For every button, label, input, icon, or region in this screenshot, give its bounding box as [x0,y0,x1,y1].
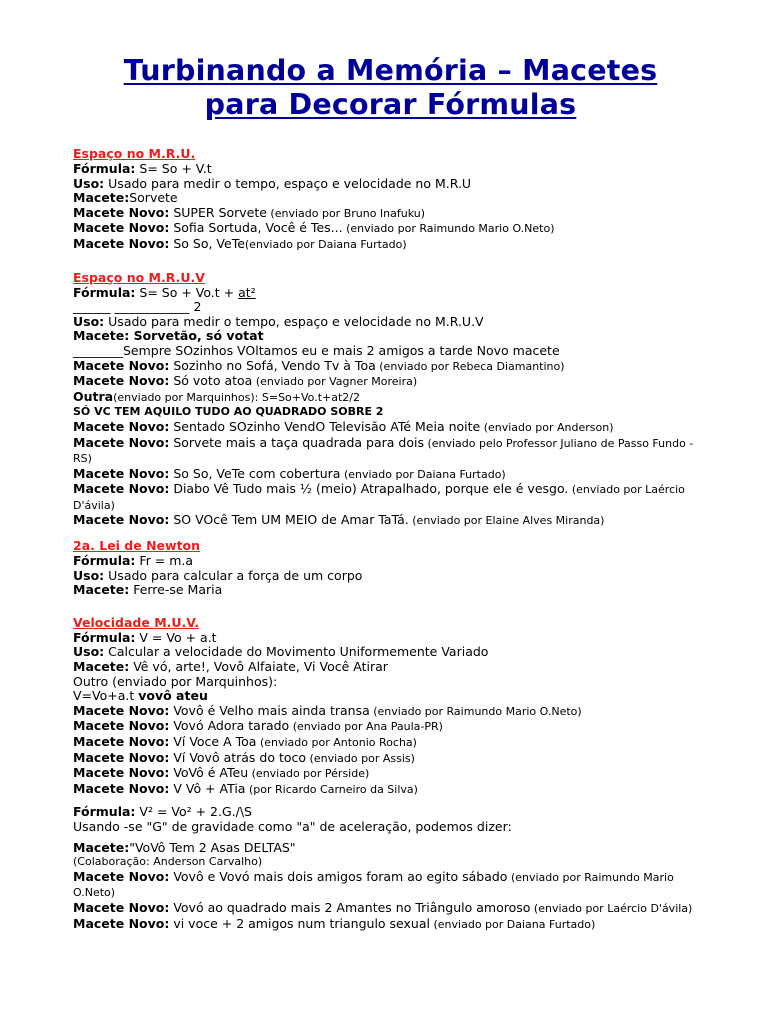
macete-novo-line: Macete Novo: Diabo Vê Tudo mais ½ (meio) Atrapalhado, porque ele é vesgo. (enviado por Laércio D'ávila) [73,481,685,512]
macete-novo-line: Macete Novo: VoVô é ATeu (enviado por Pérside) [73,765,370,781]
macete-novo-line: Macete Novo: So So, VeTe(enviado por Daiana Furtado) [73,235,407,251]
section-newton [73,538,708,598]
macete-novo-line: Macete Novo: Ví Voce A Toa (enviado por Antonio Rocha) [73,734,417,749]
macete-novo-line: Macete Novo: SO VOcê Tem UM MEIO de Amar TaTá. (enviado por Elaine Alves Miranda) [73,512,605,528]
macete-novo-line: Macete Novo: Sentado SOzinho VendO Televisão ATé Meia noite (enviado por Anderson) [73,418,614,434]
macete-novo-line: Macete Novo: Sofia Sortuda, Você é Tes... (enviado por Raimundo Mario O.Neto) [73,220,555,236]
section-torricelli [73,805,708,932]
intro-line: Usando -se "G" de gravidade como "a" de aceleração, podemos dizer: [73,818,512,834]
section-heading: Espaço no M.R.U. [73,146,196,161]
macete-novo-line: Macete Novo: Sorvete mais a taça quadrada para dois (enviado pelo Professor Juliano de Passo Fundo - RS) [73,434,694,466]
macete-novo-line: Macete Novo: vi voce + 2 amigos num triangulo sexual (enviado por Daiana Furtado) [73,915,596,931]
macete-line-2: ________Sempre SOzinhos VOltamos eu e mais 2 amigos a tarde Novo macete [73,342,560,358]
section-mruv [73,270,708,530]
formula-line: Fórmula: S= So + V.t [73,161,212,176]
section-mru [73,146,708,253]
macete-line: Macete: Sorvetão, só votat [73,328,264,344]
macete-novo-line: Macete Novo: Vovô e Vovó mais dois amigos foram ao egito sábado (enviado por Raimundo Mario O.Neto) [73,868,674,900]
macete-novo-line: Macete Novo: Sozinho no Sofá, Vendo Tv à Toa (enviado por Rebeca Diamantino) [73,357,565,373]
macete-novo-line: Macete Novo: Vovó ao quadrado mais 2 Amantes no Triângulo amoroso (enviado por Laércio D'ávila) [73,899,693,915]
macete-line: Macete:Sorvete [73,190,178,206]
caps-line: SÓ VC TEM AQUILO TUDO AO QUADRADO SOBRE 2 [73,405,384,419]
outro-formula-line: V=Vo+a.t vovô ateu [73,688,208,704]
title-line-1: Turbinando a Memória – Macetes [123,54,658,87]
section-heading: Velocidade M.U.V. [73,614,200,630]
title-line-2: para Decorar Fórmulas [204,88,577,121]
formula-line-2: ______ ____________ 2 [73,299,202,315]
macete-novo-line: Macete Novo: So So, VeTe com cobertura (enviado por Daiana Furtado) [73,465,506,481]
macete-line: Macete: Ferre-se Maria [73,582,223,598]
macete-novo-line: Macete Novo: V Vô + ATia (por Ricardo Carneiro da Silva) [73,780,418,796]
outra-line: Outra(enviado por Marquinhos): S=So+Vo.t+at2/2 [73,388,360,404]
uso-line: Uso: Usado para medir o tempo, espaço e velocidade no M.R.U [73,175,472,191]
formula-line: Fórmula: V² = Vo² + 2.G./\S [73,804,252,820]
macete-novo-line: Macete Novo: SUPER Sorvete (enviado por Bruno Inafuku) [73,204,426,220]
uso-line: Uso: Usado para calcular a força de um corpo [73,567,363,583]
outro-line: Outro (enviado por Marquinhos): [73,673,278,689]
section-heading: 2a. Lei de Newton [73,538,201,554]
section-muv [73,615,708,798]
uso-line: Uso: Calcular a velocidade do Movimento Uniformemente Variado [73,644,489,660]
formula-line: Fórmula: V = Vo + a.t [73,629,217,645]
macete-line: Macete:"VoVô Tem 2 Asas DELTAS" [73,839,296,855]
formula-line: Fórmula: S= So + Vo.t + at² [73,284,256,300]
section-heading: Espaço no M.R.U.V [73,269,205,285]
colab-line: (Colaboração: Anderson Carvalho) [73,855,263,869]
macete-novo-line: Macete Novo: Ví Vovô atrás do toco (enviado por Assis) [73,749,415,765]
uso-line: Uso: Usado para medir o tempo, espaço e velocidade no M.R.U.V [73,313,484,329]
page-title [73,0,708,122]
macete-line: Macete: Vê vó, arte!, Vovô Alfaiate, Vi Você Atirar [73,659,388,675]
macete-novo-line: Macete Novo: Vovô é Velho mais ainda transa (enviado por Raimundo Mario O.Neto) [73,702,582,718]
formula-line: Fórmula: Fr = m.a [73,553,194,569]
macete-novo-line: Macete Novo: Só voto atoa (enviado por Vagner Moreira) [73,373,418,389]
macete-novo-line: Macete Novo: Vovó Adora tarado (enviado por Ana Paula-PR) [73,718,443,734]
